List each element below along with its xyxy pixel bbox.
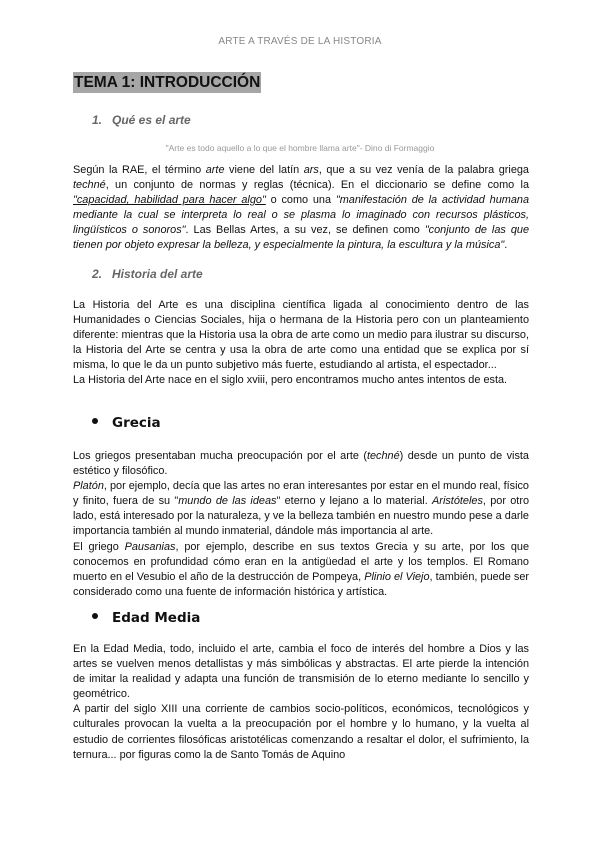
text-run: " eterno y lejano a lo material. bbox=[276, 495, 433, 508]
text-run: A partir del siglo XIII una corriente de cambios socio-políticos, económicos, tecnológicos y culturales provocan la vuelta a la preocupación por el hombre y lo humano, y la vuelta al estudio de corrientes filosóficas aristotélicas comenzando a resaltar el dolor, el sufrimiento, la ternura... por figuras como la de Santo Tomás de Aquino bbox=[73, 703, 529, 761]
emphasized-text: "manifestación de la actividad humana mediante la cual se interpreta lo real o se plasma lo imaginado con recursos plásticos, lingüísticos o sonoros" bbox=[73, 194, 529, 237]
text-run: , por otro lado, está interesado por la naturaleza, y ve la belleza también en nuestro mundo pese a darle importancia también al mundo inmaterial, dándole más importancia al arte. bbox=[73, 495, 529, 538]
text-run: o como una bbox=[265, 194, 336, 207]
paragraph bbox=[73, 702, 529, 762]
paragraph bbox=[73, 163, 529, 254]
emphasized-text: ars bbox=[303, 164, 319, 176]
text-run: Los griegos presentaban mucha preocupación por el arte ( bbox=[73, 450, 367, 462]
section-number: 1. bbox=[92, 113, 103, 127]
text-run: La Historia del Arte nace en el siglo xviii, pero encontramos mucho antes intentos de esta. bbox=[73, 374, 508, 387]
section-number: 2. bbox=[92, 267, 103, 281]
emphasized-text: arte bbox=[205, 164, 225, 176]
paragraph bbox=[73, 373, 529, 388]
page-header: ARTE A TRAVÉS DE LA HISTORIA bbox=[218, 36, 382, 47]
text-run: viene del latín bbox=[224, 164, 304, 176]
paragraph-definition bbox=[73, 163, 529, 254]
emphasized-text: Plinio el Viejo bbox=[364, 570, 430, 583]
emphasized-text: Pausanias bbox=[124, 540, 176, 553]
chapter-title: TEMA 1: INTRODUCCIÓN bbox=[74, 74, 261, 91]
emphasized-text: techné bbox=[366, 450, 400, 462]
text-run: Según la RAE, el término bbox=[73, 164, 206, 176]
epigraph-quote: "Arte es todo aquello a lo que el hombre llama arte"- Dino di Formaggio bbox=[165, 143, 435, 153]
paragraph-grecia bbox=[73, 449, 529, 600]
text-run: , que a su vez venía de la palabra griega bbox=[318, 164, 529, 176]
bullet-heading-edad-media bbox=[92, 610, 200, 626]
paragraph bbox=[73, 479, 529, 539]
text-run: . bbox=[504, 239, 508, 252]
section-heading-historia-del-arte bbox=[92, 267, 203, 281]
paragraph bbox=[73, 449, 529, 479]
paragraph bbox=[73, 642, 529, 702]
text-run: La Historia del Arte es una disciplina científica ligada al conocimiento dentro de las Humanidades o Ciencias Sociales, hija o hermana de la Historia pero con un planteamiento diferente: mientras que la Historia usa la obra de arte como un medio para ilustrar su discurso, la Historia del Arte se centra y usa la obra de arte como una entidad que se explica por sí misma, lo que le da un punto subjetivo más fuerte, estudiando al artista, el espectador... bbox=[73, 299, 529, 372]
bullet-heading-text: Grecia bbox=[112, 415, 161, 431]
section-title: Historia del arte bbox=[112, 267, 203, 281]
emphasized-text: Platón bbox=[73, 480, 104, 493]
paragraph bbox=[73, 298, 529, 373]
text-run: , por ejemplo, describe en sus textos Grecia y su arte, por los que conocemos en profundidad cómo eran en la antigüedad el arte y los templos. El Romano muerto en el Vesubio el año de la destrucción de Pompeya, bbox=[73, 540, 529, 583]
emphasized-text: Aristóteles bbox=[432, 495, 483, 508]
paragraph-edad-media bbox=[73, 642, 529, 763]
bullet-heading-text: Edad Media bbox=[112, 610, 201, 626]
text-run: . Las Bellas Artes, a su vez, se definen como bbox=[185, 224, 425, 237]
emphasized-text: "capacidad, habilidad para hacer algo" bbox=[73, 194, 266, 207]
paragraph-historia bbox=[73, 298, 529, 389]
bullet-icon bbox=[92, 418, 98, 424]
text-run: , también, puede ser considerado como una fuente de información histórica y artística. bbox=[73, 570, 530, 598]
emphasized-text: mundo de las ideas bbox=[178, 495, 277, 508]
text-run: El griego bbox=[73, 540, 125, 553]
section-heading-que-es-el-arte bbox=[92, 113, 191, 127]
emphasized-text: techné bbox=[73, 179, 106, 192]
text-run: En la Edad Media, todo, incluido el arte, cambia el foco de interés del hombre a Dios y las artes se vuelven menos detallistas y más simbólicas y abstractas. El arte pierde la intención de imitar la realidad y adapta una función de transmisión de lo eterno mediante lo sencillo y geométrico. bbox=[73, 643, 529, 701]
bullet-icon bbox=[92, 613, 98, 619]
paragraph bbox=[73, 540, 529, 600]
text-run: ) desde un punto de vista estético y filosófico. bbox=[73, 450, 529, 478]
text-run: , por ejemplo, decía que las artes no eran interesantes por estar en el mundo real, físico y finito, fuera de su " bbox=[73, 480, 529, 508]
section-title: Qué es el arte bbox=[112, 113, 191, 127]
bullet-heading-grecia bbox=[92, 415, 161, 431]
text-run: , un conjunto de normas y reglas (técnica). En el diccionario se define como la bbox=[105, 179, 529, 192]
emphasized-text: "conjunto de las que tienen por objeto expresar la belleza, y especialmente la pintura, la escultura y la música" bbox=[73, 224, 530, 252]
